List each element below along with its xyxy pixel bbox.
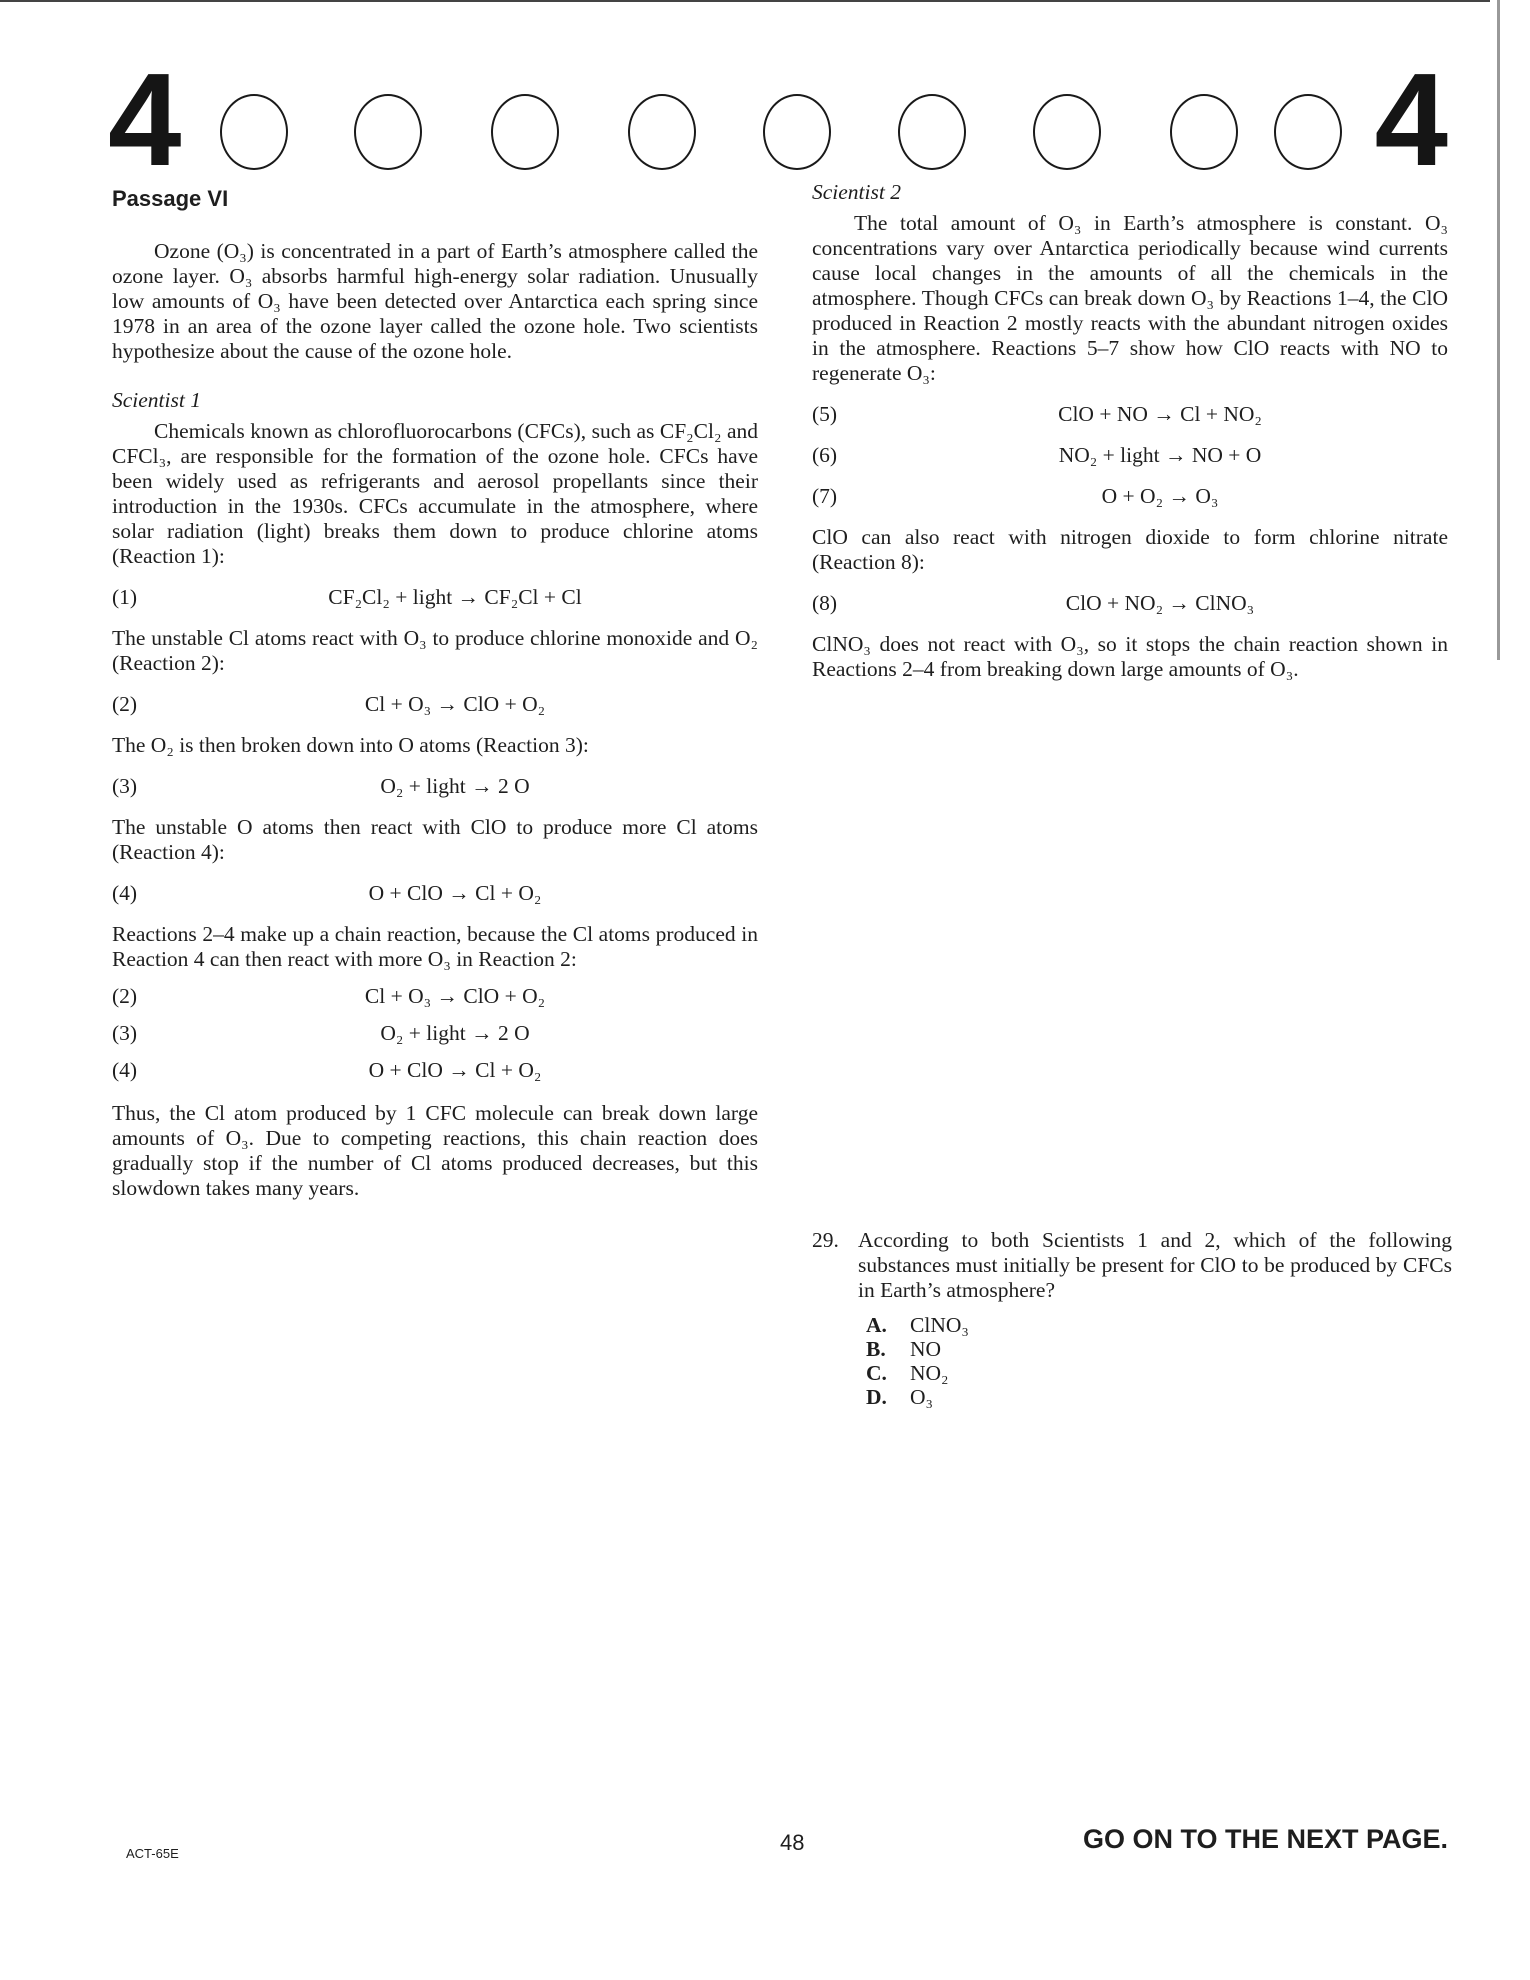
header-circle bbox=[898, 94, 966, 170]
reaction-number: (7) bbox=[812, 484, 838, 508]
header-circle bbox=[1033, 94, 1101, 170]
answer-choice-d[interactable] bbox=[866, 1385, 1452, 1409]
choice-text: NO bbox=[910, 1337, 942, 1361]
reaction-number: (4) bbox=[112, 881, 138, 905]
reaction-number: (3) bbox=[112, 774, 138, 798]
reaction-equation: CF₂Cl₂ + light → CF₂Cl + Cl bbox=[328, 585, 582, 609]
reaction-equation: O₂ + light → 2 O bbox=[380, 1021, 530, 1045]
reaction-number: (3) bbox=[112, 1021, 138, 1045]
top-rule bbox=[0, 0, 1490, 2]
reaction-8 bbox=[812, 591, 1448, 616]
left-column bbox=[112, 180, 758, 1201]
question-number: 29. bbox=[812, 1228, 839, 1252]
reaction-equation: Cl + O₃ → ClO + O₂ bbox=[364, 984, 546, 1008]
section-number-left: 4 bbox=[108, 46, 182, 193]
choice-text: ClNO₃ bbox=[910, 1313, 969, 1337]
reaction-number: (6) bbox=[812, 443, 838, 467]
header-circle bbox=[763, 94, 831, 170]
header-circle bbox=[220, 94, 288, 170]
header-circle bbox=[1274, 94, 1342, 170]
answer-choice-b[interactable] bbox=[866, 1337, 1452, 1361]
reaction-number: (1) bbox=[112, 585, 138, 609]
choice-letter: C. bbox=[866, 1361, 887, 1385]
intro-paragraph: Ozone (O₃) is concentrated in a part of Earth’s atmosphere called the ozone layer. O₃ absorbs harmful high-energy solar radiation. Unusually low amounts of O₃ have been detected over Antarctica each spring since 1978 in an area of the ozone layer called the ozone hole. Two scientists hypothesize about the cause of the ozone hole. bbox=[112, 239, 758, 363]
reaction-equation: Cl + O₃ → ClO + O₂ bbox=[364, 692, 546, 716]
scientist-2-paragraph: The total amount of O₃ in Earth’s atmosphere is constant. O₃ concentrations vary over Antarctica periodically because wind currents cause local changes in the amounts of all the chemicals in the atmosphere. Though CFCs can break down O₃ by Reactions 1–4, the ClO produced in Reaction 2 mostly reacts with the abundant nitrogen oxides in the atmosphere. Reactions 5–7 show how ClO reacts with NO to regenerate O₃: bbox=[812, 211, 1448, 385]
reaction-5 bbox=[812, 402, 1448, 427]
reaction-equation: O₂ + light → 2 O bbox=[380, 774, 530, 798]
section-number-right: 4 bbox=[1374, 46, 1448, 193]
reaction-1 bbox=[112, 585, 758, 610]
scientist-1-paragraph: The unstable Cl atoms react with O₃ to produce chlorine monoxide and O₂ (Reaction 2): bbox=[112, 626, 758, 675]
reaction-7 bbox=[812, 484, 1448, 509]
reaction-number: (2) bbox=[112, 984, 138, 1008]
question-stem bbox=[812, 1228, 1452, 1303]
reaction-equation: O + ClO → Cl + O₂ bbox=[368, 1058, 542, 1082]
reaction-equation: ClO + NO₂ → ClNO₃ bbox=[1065, 591, 1255, 615]
reaction-number: (8) bbox=[812, 591, 838, 615]
reaction-6 bbox=[812, 443, 1448, 468]
scientist-1-heading: Scientist 1 bbox=[112, 388, 201, 412]
scientist-1-paragraph: The O₂ is then broken down into O atoms (Reaction 3): bbox=[112, 733, 589, 757]
right-column bbox=[812, 180, 1448, 682]
header-circle bbox=[1170, 94, 1238, 170]
question-29 bbox=[812, 1228, 1452, 1409]
scientist-1-paragraph: Thus, the Cl atom produced by 1 CFC molecule can break down large amounts of O₃. Due to competing reactions, this chain reaction does gradually stop if the number of Cl atoms produced decreases, but this slowdown takes many years. bbox=[112, 1101, 758, 1200]
choice-letter: D. bbox=[866, 1385, 887, 1409]
reaction-equation: O + O₂ → O₃ bbox=[1101, 484, 1219, 508]
header-circle bbox=[491, 94, 559, 170]
header-circle bbox=[354, 94, 422, 170]
scientist-2-heading: Scientist 2 bbox=[812, 180, 901, 204]
scientist-2-paragraph: ClO can also react with nitrogen dioxide to form chlorine nitrate (Reaction 8): bbox=[812, 525, 1448, 574]
passage-title: Passage VI bbox=[112, 186, 229, 211]
question-text: According to both Scientists 1 and 2, which of the following substances must initially be present for ClO to be produced by CFCs in Earth’s atmosphere? bbox=[858, 1228, 1452, 1302]
scan-edge bbox=[1497, 0, 1500, 660]
reaction-4-repeat bbox=[112, 1058, 758, 1083]
reaction-2 bbox=[112, 692, 758, 717]
reaction-3 bbox=[112, 774, 758, 799]
reaction-equation: O + ClO → Cl + O₂ bbox=[368, 881, 542, 905]
scientist-1-paragraph: Chemicals known as chlorofluorocarbons (CFCs), such as CF₂Cl₂ and CFCl₃, are responsible for the formation of the ozone hole. CFCs have been widely used as refrigerants and aerosol propellants since their introduction in the 1930s. CFCs accumulate in the atmosphere, where solar radiation (light) breaks them down to produce chlorine atoms (Reaction 1): bbox=[112, 419, 758, 568]
choice-letter: B. bbox=[866, 1337, 886, 1361]
form-code: ACT-65E bbox=[126, 1846, 179, 1861]
answer-choices bbox=[812, 1313, 1452, 1409]
reaction-number: (2) bbox=[112, 692, 138, 716]
reaction-equation: NO₂ + light → NO + O bbox=[1058, 443, 1262, 467]
answer-choice-a[interactable] bbox=[866, 1313, 1452, 1337]
scientist-1-paragraph: Reactions 2–4 make up a chain reaction, because the Cl atoms produced in Reaction 4 can then react with more O₃ in Reaction 2: bbox=[112, 922, 758, 971]
reaction-4 bbox=[112, 881, 758, 906]
choice-text: NO₂ bbox=[910, 1361, 949, 1385]
reaction-equation: ClO + NO → Cl + NO₂ bbox=[1058, 402, 1262, 426]
next-page-notice: GO ON TO THE NEXT PAGE. bbox=[1082, 1824, 1448, 1854]
reaction-number: (4) bbox=[112, 1058, 138, 1082]
reaction-number: (5) bbox=[812, 402, 838, 426]
choice-text: O₃ bbox=[910, 1385, 934, 1409]
reaction-3-repeat bbox=[112, 1021, 758, 1046]
scientist-1-paragraph: The unstable O atoms then react with ClO to produce more Cl atoms (Reaction 4): bbox=[112, 815, 758, 864]
scientist-2-paragraph: ClNO₃ does not react with O₃, so it stops the chain reaction shown in Reactions 2–4 from breaking down large amounts of O₃. bbox=[812, 632, 1448, 681]
choice-letter: A. bbox=[866, 1313, 887, 1337]
reaction-2-repeat bbox=[112, 984, 758, 1009]
page-number: 48 bbox=[780, 1830, 805, 1855]
answer-choice-c[interactable] bbox=[866, 1361, 1452, 1385]
header-circle bbox=[628, 94, 696, 170]
